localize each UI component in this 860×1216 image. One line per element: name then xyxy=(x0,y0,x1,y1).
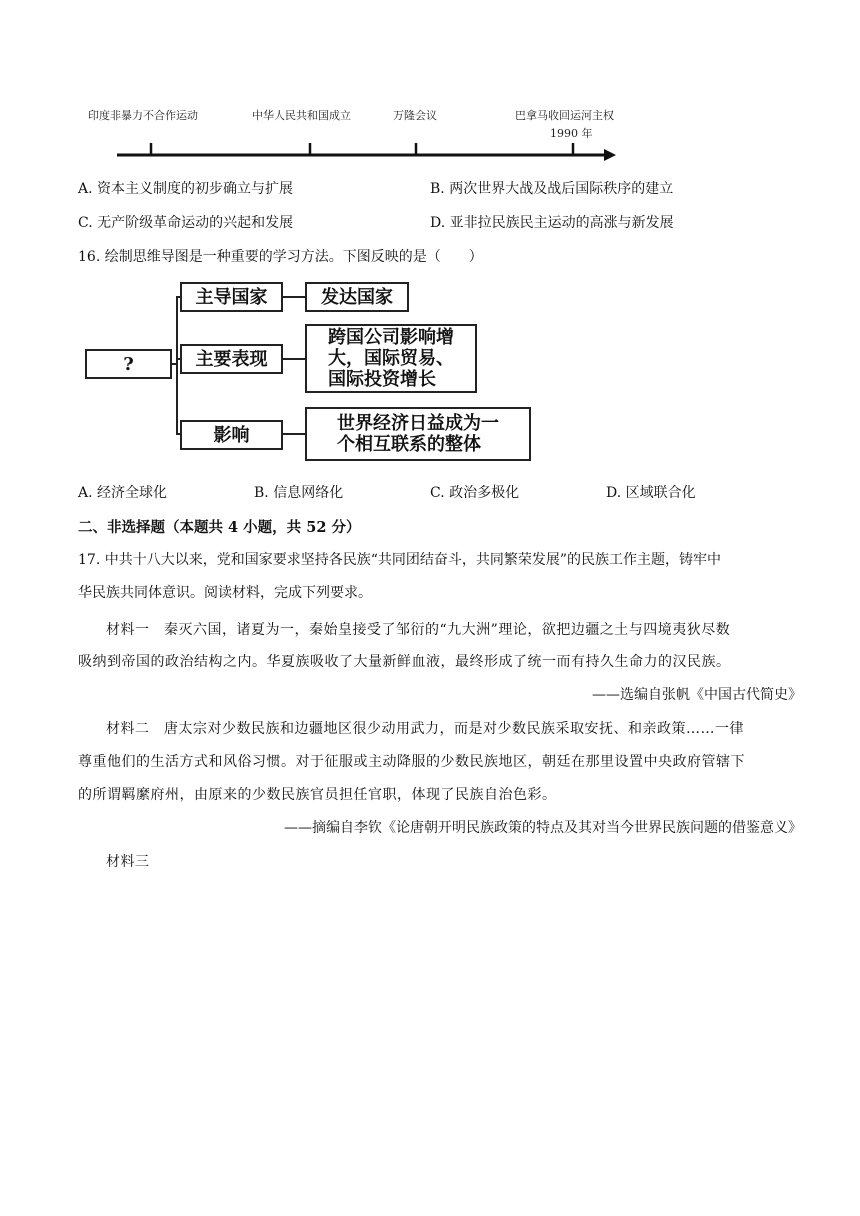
timeline-event-label: 巴拿马收回运河主权 xyxy=(515,109,614,122)
mindmap-branch-label: 主要表现 xyxy=(180,344,283,374)
material-2-line: 材料二 唐太宗对少数民族和边疆地区很少动用武力，而是对少数民族采取安抚、和亲政策……一律 xyxy=(106,721,744,737)
material-3-label: 材料三 xyxy=(106,854,150,870)
connector xyxy=(176,296,178,435)
mindmap-branch-label: 主导国家 xyxy=(180,282,283,312)
section-title: 二、非选择题（本题共 4 小题，共 52 分） xyxy=(78,519,361,536)
q16-option-b: B. 信息网络化 xyxy=(254,485,344,501)
timeline-axis xyxy=(110,140,630,166)
connector xyxy=(282,433,306,435)
q16-option-a: A. 经济全球化 xyxy=(78,485,168,501)
material-1-line: 材料一 秦灭六国，诸夏为一，秦始皇接受了邹衍的“九大洲”理论，欲把边疆之土与四境夷狄尽数 xyxy=(106,622,731,638)
mindmap-branch-content: 世界经济日益成为一 个相互联系的整体 xyxy=(305,407,531,461)
q16-option-d: D. 区域联合化 xyxy=(606,485,696,501)
material-2-source: ——摘编自李钦《论唐朝开明民族政策的特点及其对当今世界民族问题的借鉴意义》 xyxy=(284,820,802,836)
material-2-line: 的所谓羁縻府州，由原来的少数民族官员担任官职，体现了民族自治色彩。 xyxy=(78,787,557,803)
mindmap-center: ? xyxy=(85,349,172,379)
q15-option-d: D. 亚非拉民族民主运动的高涨与新发展 xyxy=(430,215,674,231)
material-2-line: 尊重他们的生活方式和风俗习惯。对于征服或主动降服的少数民族地区，朝廷在那里设置中央政府管辖下 xyxy=(78,754,745,770)
q17-stem-line: 华民族共同体意识。阅读材料，完成下列要求。 xyxy=(78,585,372,601)
material-1-source: ——选编自张帆《中国古代简史》 xyxy=(592,687,802,703)
material-1-line: 吸纳到帝国的政治结构之内。华夏族吸收了大量新鲜血液，最终形成了统一而有持久生命力的汉民族。 xyxy=(78,654,731,670)
timeline-event-label: 中华人民共和国成立 xyxy=(252,109,351,122)
q15-option-c: C. 无产阶级革命运动的兴起和发展 xyxy=(78,215,294,231)
mindmap-branch-content: 发达国家 xyxy=(305,282,409,312)
mindmap-branch-label: 影响 xyxy=(180,420,283,450)
timeline-event-label: 印度非暴力不合作运动 xyxy=(88,109,198,122)
q16-option-c: C. 政治多极化 xyxy=(430,485,520,501)
timeline-event-label: 万隆会议 xyxy=(393,109,437,122)
connector xyxy=(282,296,306,298)
connector xyxy=(282,358,306,360)
q15-option-b: B. 两次世界大战及战后国际秩序的建立 xyxy=(430,181,674,197)
arrow-right-icon xyxy=(604,149,616,161)
timeline-year-label: 1990 年 xyxy=(550,127,593,140)
mindmap-branch-content: 跨国公司影响增 大，国际贸易、 国际投资增长 xyxy=(305,324,477,393)
q15-option-a: A. 资本主义制度的初步确立与扩展 xyxy=(78,181,294,197)
q17-stem-line: 17. 中共十八大以来，党和国家要求坚持各民族“共同团结奋斗，共同繁荣发展”的民族工作主题，铸牢中 xyxy=(78,552,722,568)
q16-stem: 16. 绘制思维导图是一种重要的学习方法。下图反映的是（ ） xyxy=(78,249,483,265)
